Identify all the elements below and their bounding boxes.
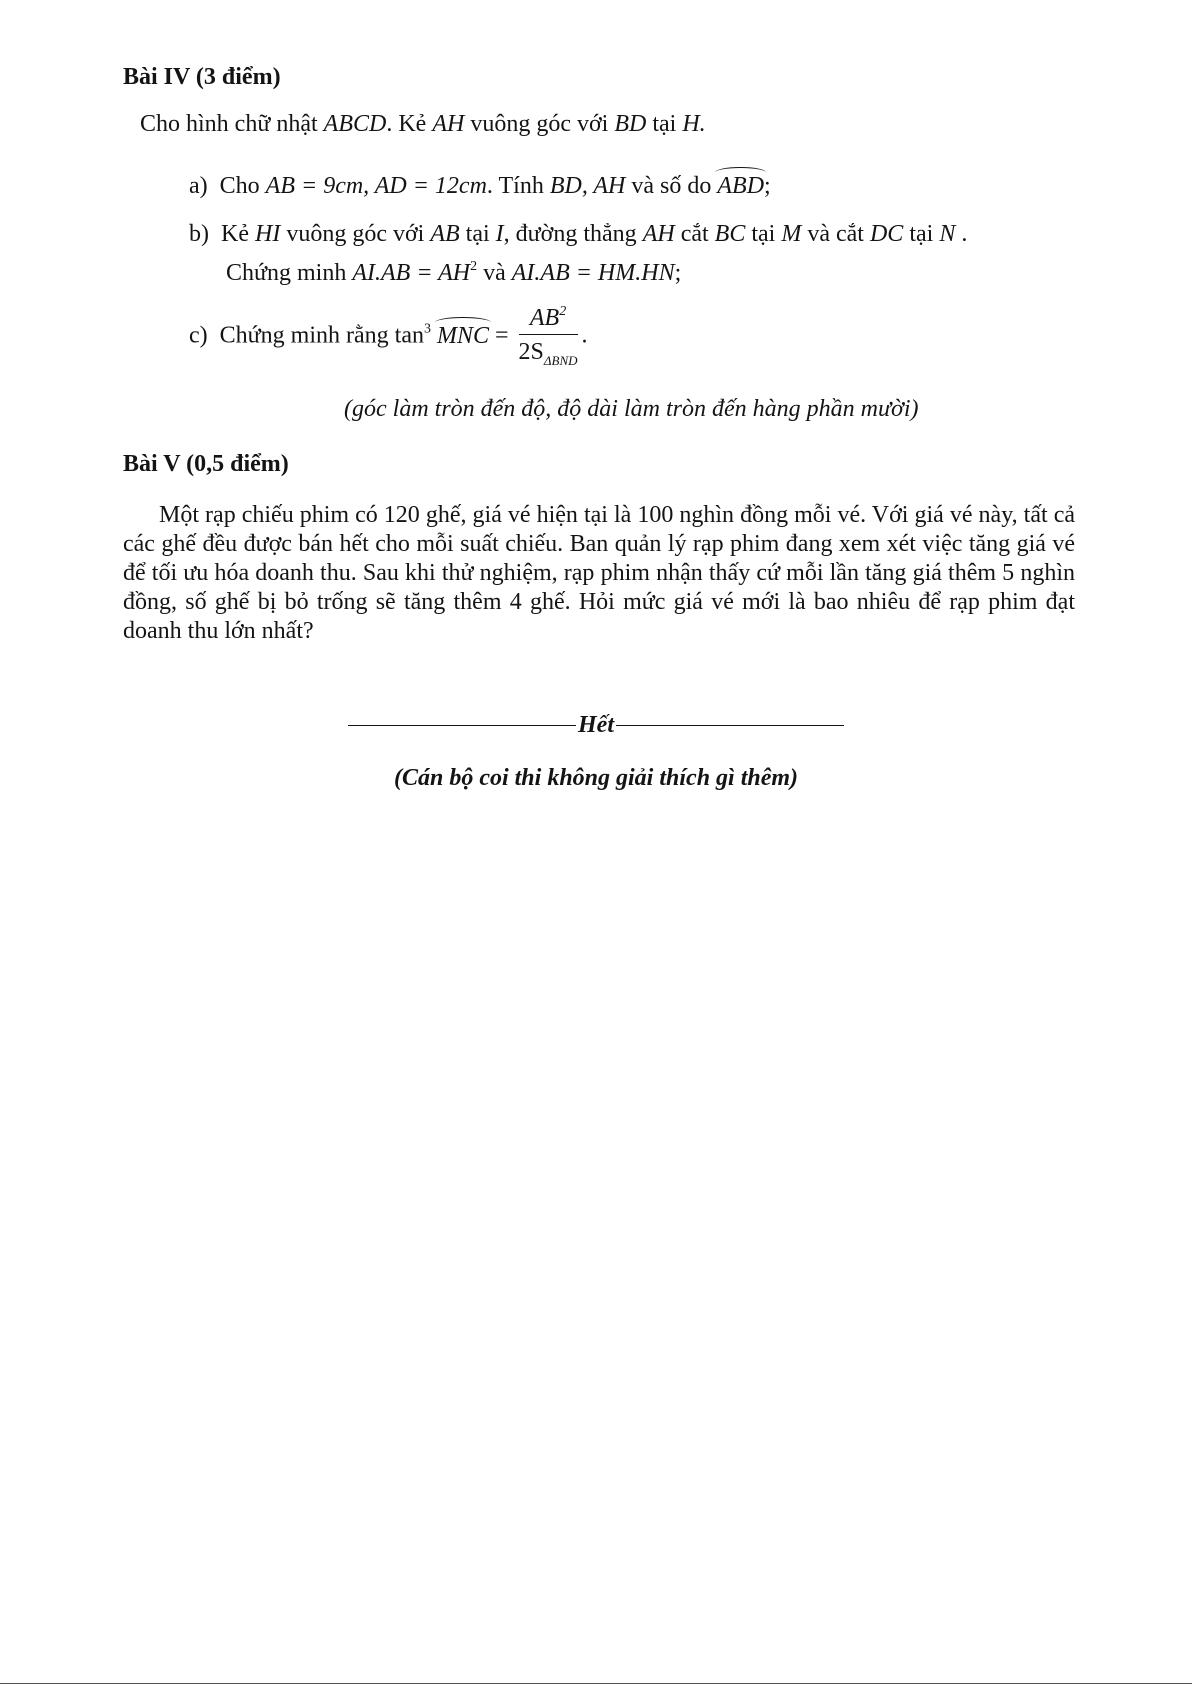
problem-5-body: Một rạp chiếu phim có 120 ghế, giá vé hiện tại là 100 nghìn đồng mỗi vé. Với giá vé này, tất cả các ghế đều được bán hết cho mỗi suất chiếu. Ban quản lý rạp phim đang xem xét việc tăng giá vé để tối ưu hóa doanh thu. Sau khi thử nghiệm, rạp phim nhận thấy cứ mỗi lần tăng giá thêm 5 nghìn đồng, số ghế bị bỏ trống sẽ tăng thêm 4 ghế. Hỏi mức giá vé mới là bao nhiêu để rạp phim đạt doanh thu lớn nhất?	[123, 502, 1075, 644]
problem-4-part-c: c) Chứng minh rằng $\tan^3$ MNC = $\frac{AB^2}{2S_{\Delta BND}}$ .	[189, 304, 588, 368]
problem-4-part-a: a) Cho AB = 9cm, AD = 12cm. Tính BD, AH và số do ABD;	[189, 173, 771, 199]
divider	[616, 725, 844, 726]
problem-4-intro: Cho hình chữ nhật ABCD. Kẻ AH vuông góc với BD tại H.	[140, 111, 706, 137]
divider	[348, 725, 576, 726]
part-label: a)	[189, 173, 208, 199]
problem-4-part-b-line-2: Chứng minh $AI.AB = AH^2$ và AI.AB = HM.HN;	[226, 259, 682, 286]
page-bottom-rule	[0, 1683, 1192, 1684]
rounding-note: (góc làm tròn đến độ, độ dài làm tròn đến hàng phần mười)	[344, 396, 919, 422]
section-heading-bai-5: Bài V (0,5 điểm)	[123, 451, 289, 477]
fraction: $\frac{AB^2}{2S_{\Delta BND}}$	[518, 304, 578, 368]
angle-abd: ABD	[717, 173, 765, 199]
end-marker: Hết	[348, 712, 844, 739]
closing-note: (Cán bộ coi thi không giải thích gì thêm)	[393, 765, 799, 791]
angle-mnc: MNC	[436, 322, 489, 349]
problem-4-part-b-line-1: b) Kẻ HI vuông góc với AB tại I, đường thẳng AH cắt BC tại M và cắt DC tại N .	[189, 221, 968, 247]
section-heading-bai-4: Bài IV (3 điểm)	[123, 64, 281, 90]
part-label: b)	[189, 221, 209, 247]
part-label: c)	[189, 322, 208, 349]
